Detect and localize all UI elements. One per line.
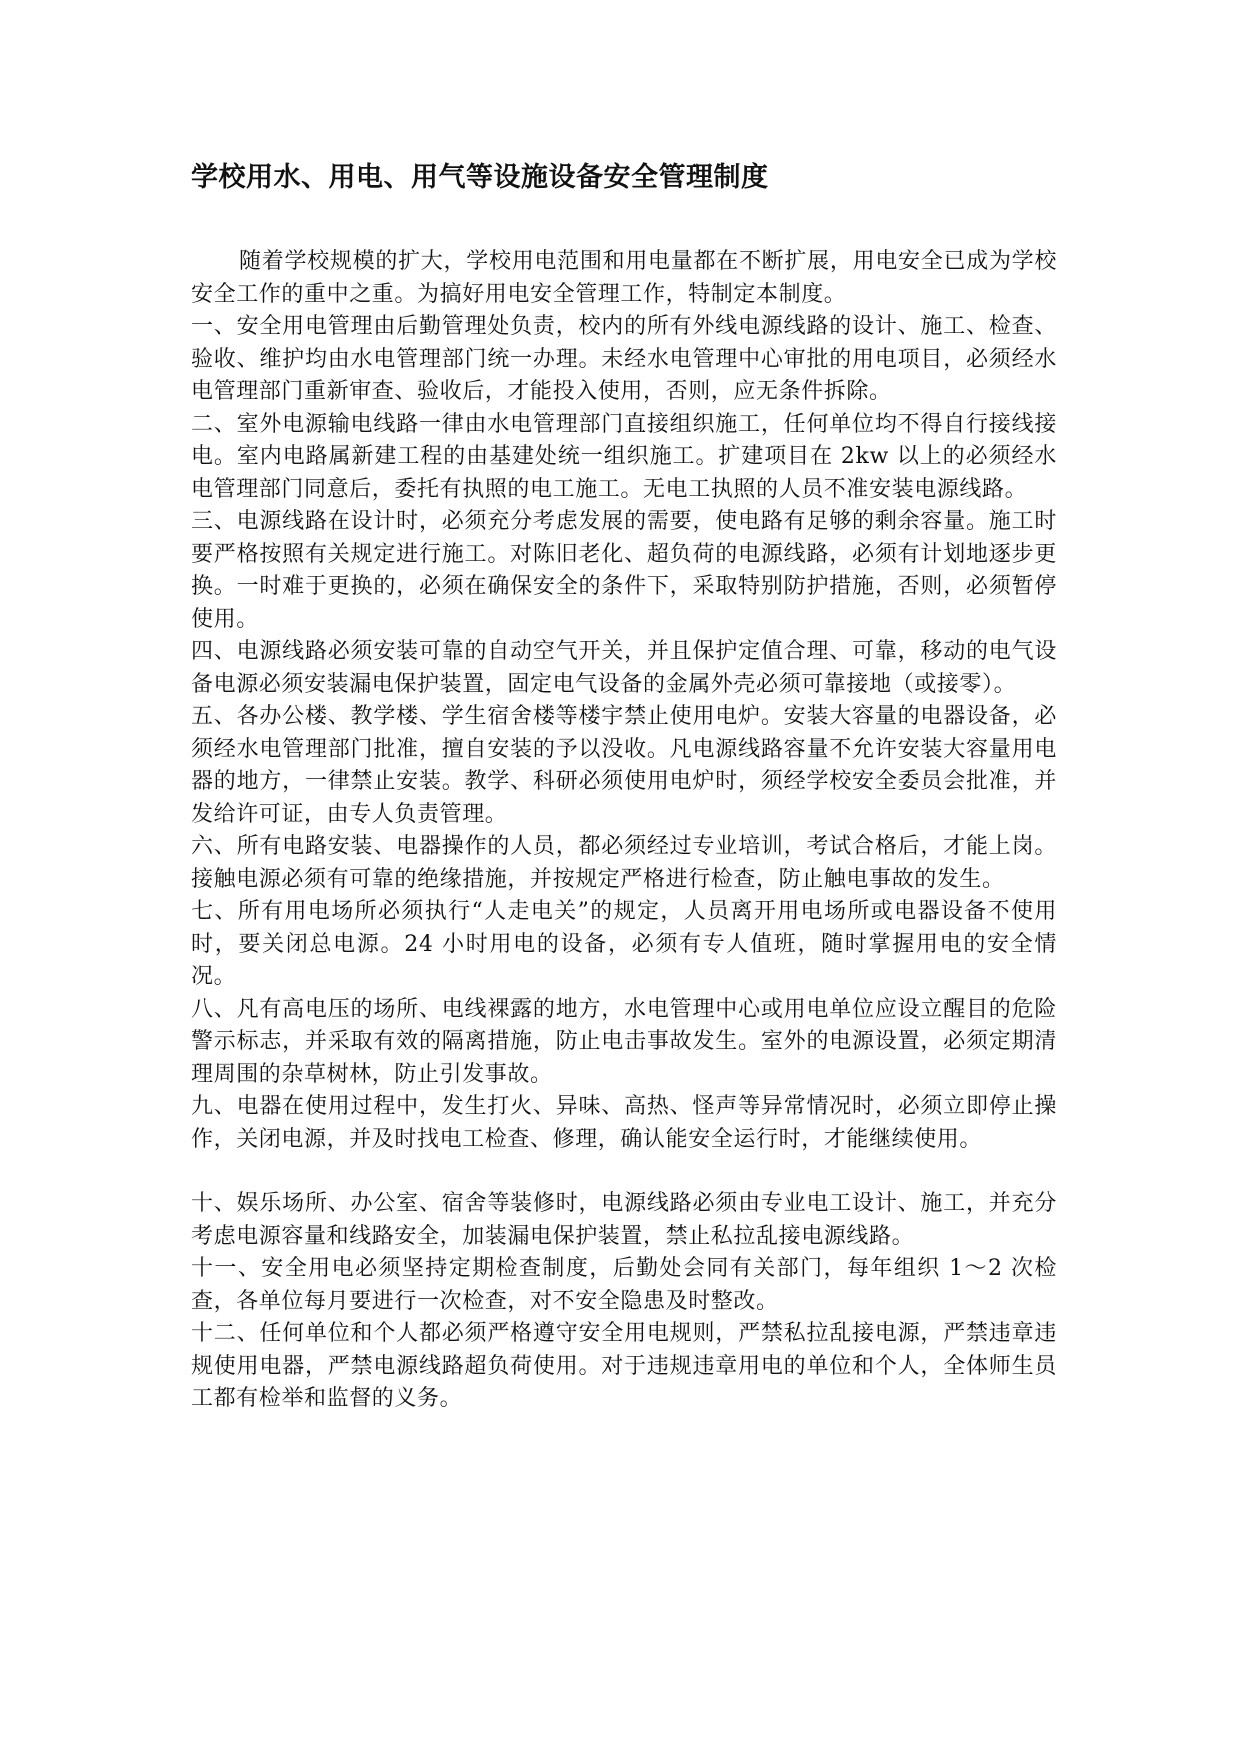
rule-item-7: 七、所有用电场所必须执行“人走电关”的规定，人员离开用电场所或电器设备不使用时，要关闭总电源。24 小时用电的设备，必须有专人值班，随时掌握用电的安全情况。: [191, 899, 1057, 989]
document-page: [191, 160, 1057, 1416]
rule-item-6: 六、所有电路安装、电器操作的人员，都必须经过专业培训，考试合格后，才能上岗。接触电源必须有可靠的绝缘措施，并按规定严格进行检查，防止触电事故的发生。: [191, 834, 1057, 892]
rule-item-4: 四、电源线路必须安装可靠的自动空气开关，并且保护定值合理、可靠，移动的电气设备电源必须安装漏电保护装置，固定电气设备的金属外壳必须可靠接地（或接零）。: [191, 639, 1057, 697]
rule-item-3: 三、电源线路在设计时，必须充分考虑发展的需要，使电路有足够的剩余容量。施工时要严格按照有关规定进行施工。对陈旧老化、超负荷的电源线路，必须有计划地逐步更换。一时难于更换的，必须在确保安全的条件下，采取特别防护措施，否则，必须暂停使用。: [191, 509, 1057, 632]
document-title: 学校用水、用电、用气等设施设备安全管理制度: [191, 162, 769, 193]
rule-item-11: 十一、安全用电必须坚持定期检查制度，后勤处会同有关部门，每年组织 1～2 次检查，各单位每月要进行一次检查，对不安全隐患及时整改。: [191, 1256, 1057, 1314]
intro-paragraph: 随着学校规模的扩大，学校用电范围和用电量都在不断扩展，用电安全已成为学校安全工作的重中之重。为搞好用电安全管理工作，特制定本制度。: [191, 249, 1057, 307]
rule-item-12: 十二、任何单位和个人都必须严格遵守安全用电规则，严禁私拉乱接电源，严禁违章违规使用电器，严禁电源线路超负荷使用。对于违规违章用电的单位和个人，全体师生员工都有检举和监督的义务。: [191, 1321, 1057, 1411]
rule-item-10: 十、娱乐场所、办公室、宿舍等装修时，电源线路必须由专业电工设计、施工，并充分考虑电源容量和线路安全，加装漏电保护装置，禁止私拉乱接电源线路。: [191, 1191, 1057, 1249]
rule-item-1: 一、安全用电管理由后勤管理处负责，校内的所有外线电源线路的设计、施工、检查、验收、维护均由水电管理部门统一办理。未经水电管理中心审批的用电项目，必须经水电管理部门重新审查、验收后，才能投入使用，否则，应无条件拆除。: [191, 314, 1057, 404]
document-body: [191, 246, 1057, 1416]
rule-item-8: 八、凡有高电压的场所、电线裸露的地方，水电管理中心或用电单位应设立醒目的危险警示标志，并采取有效的隔离措施，防止电击事故发生。室外的电源设置，必须定期清理周围的杂草树林，防止引发事故。: [191, 996, 1057, 1087]
rule-item-9: 九、电器在使用过程中，发生打火、异味、高热、怪声等异常情况时，必须立即停止操作，关闭电源，并及时找电工检查、修理，确认能安全运行时，才能继续使用。: [191, 1094, 1057, 1152]
rule-item-2: 二、室外电源输电线路一律由水电管理部门直接组织施工，任何单位均不得自行接线接电。室内电路属新建工程的由基建处统一组织施工。扩建项目在 2kw 以上的必须经水电管理部门同意后，委托有执照的电工施工。无电工执照的人员不准安装电源线路。: [191, 411, 1057, 502]
rule-item-5: 五、各办公楼、教学楼、学生宿舍楼等楼宇禁止使用电炉。安装大容量的电器设备，必须经水电管理部门批准，擅自安装的予以没收。凡电源线路容量不允许安装大容量用电器的地方，一律禁止安装。教学、科研必须使用电炉时，须经学校安全委员会批准，并发给许可证，由专人负责管理。: [191, 704, 1057, 827]
